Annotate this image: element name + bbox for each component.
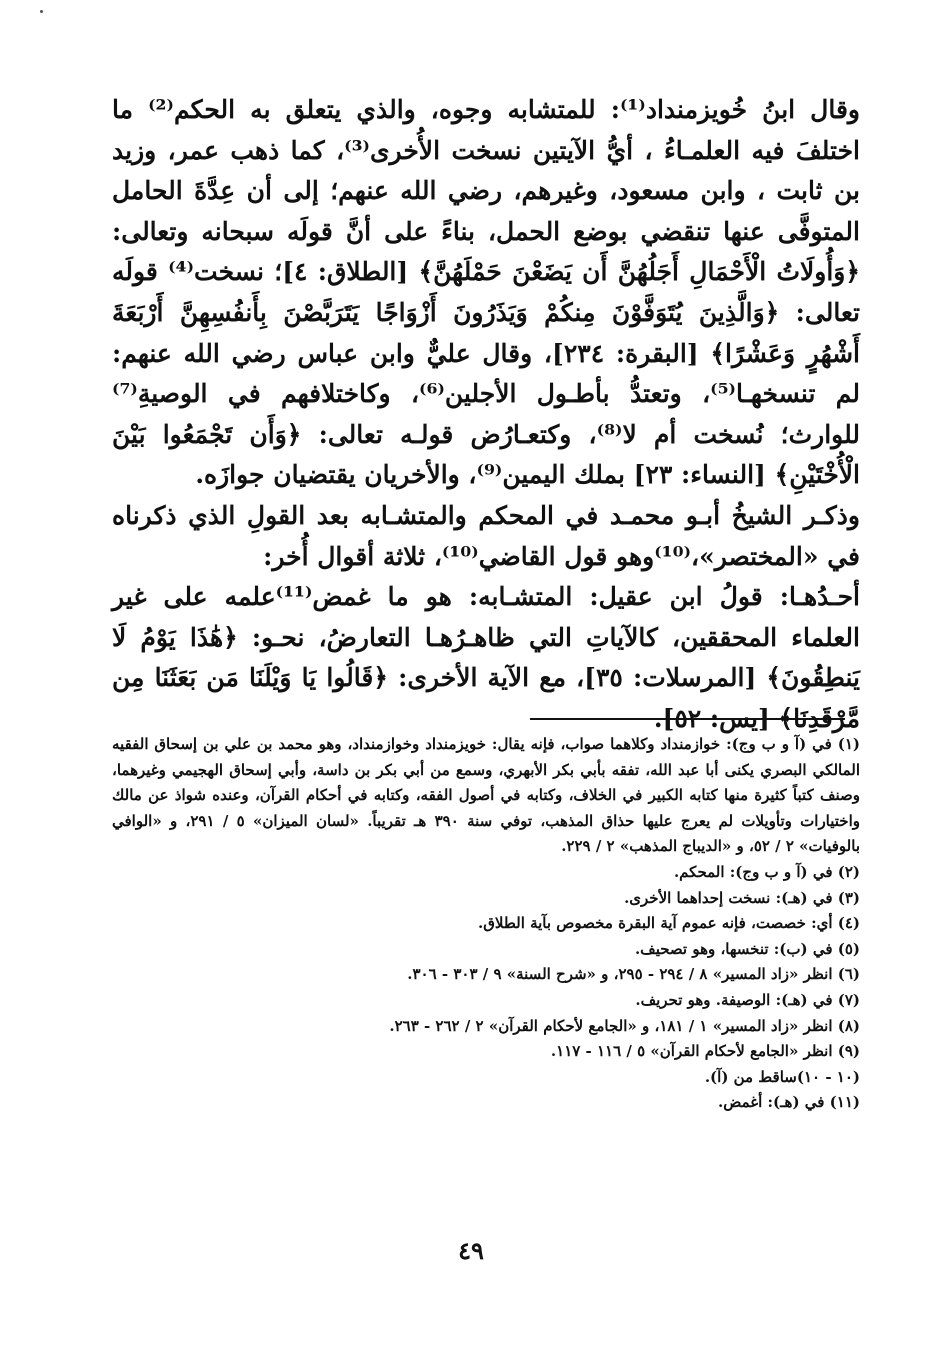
footnote-6: (٦) انظر «زاد المسير» ٨ / ٢٩٤ - ٢٩٥، و «شرح السنة» ٩ / ٣٠٣ - ٣٠٦. — [407, 965, 860, 984]
footnote-2: (٢) في (آ و ب وج): المحكم. — [673, 862, 860, 881]
main-text — [112, 90, 860, 740]
footnote-9: (٩) انظر «الجامع لأحكام القرآن» ٥ / ١١٦ - ١١٧. — [550, 1042, 860, 1061]
paragraph-2: وذكـر الشيخُ أبـو محمـد في المحكم والمتشـابه بعد القولِ الذي ذكرناه في «المختصر»،⁽¹⁰⁾وهو قول القاضي⁽¹⁰⁾، ثلاثة أقوال أُخر: — [112, 500, 860, 571]
page-number: ٤٩ — [458, 1236, 484, 1265]
scan-speck — [40, 10, 43, 13]
footnote-10: (١٠ - ١٠)ساقط من (آ). — [704, 1067, 860, 1086]
paragraph-3: أحـدُهـا: قولُ ابن عقيل: المتشـابه: هو ما غمض⁽¹¹⁾علمه على غير العلماء المحققين، كالآياتِ التي ظاهـرُهـا التعارضُ، نحـو: ﴿هَٰذَا يَوْمُ لَا يَنطِقُونَ﴾ [المرسلات: ٣٥]، مع الآية الأخرى: ﴿قَالُوا يَا وَيْلَنَا مَن بَعَثَنَا مِن مَّرْقَدِنَا﴾ [يس: ٥٢]. — [112, 582, 860, 733]
footnote-5: (٥) في (ب): تنخسها، وهو تصحيف. — [634, 939, 860, 958]
paragraph-1: وقال ابنُ خُويزمنداد⁽¹⁾: للمتشابه وجوه، والذي يتعلق به الحكم⁽²⁾ ما اختلفَ فيه العلمـاءُ ، أيُّ الآيتين نسخت الأُخرى⁽³⁾، كما ذهب عمر، وزيد بن ثابت ، وابن مسعود، وغيرهم، رضي الله عنهم؛ إلى أن عِدَّةَ الحامل المتوفَّى عنها تنقضي بوضع الحمل، بناءً على أنَّ قولَه سبحانه وتعالى: ﴿وَأُولَاتُ الْأَحْمَالِ أَجَلُهُنَّ أَن يَضَعْنَ حَمْلَهُنَّ﴾ [الطلاق: ٤]؛ نسخت⁽⁴⁾ قولَه تعالى: ﴿وَالَّذِينَ يُتَوَفَّوْنَ مِنكُمْ وَيَذَرُونَ أَزْوَاجًا يَتَرَبَّصْنَ بِأَنفُسِهِنَّ أَرْبَعَةَ أَشْهُرٍ وَعَشْرًا﴾ [البقرة: ٢٣٤]، وقال عليٌّ وابن عباس رضي الله عنهم: لم تنسخهـا⁽⁵⁾، وتعتدُّ بأطـول الأجلين⁽⁶⁾، وكاختلافهم في الوصيةِ⁽⁷⁾ للوارث؛ نُسخت أم لا⁽⁸⁾، وكتعـارُض قولـه تعالى: ﴿وَأَن تَجْمَعُوا بَيْنَ الْأُخْتَيْنِ﴾ [النساء: ٢٣] بملك اليمين⁽⁹⁾، والأخريان يقتضيان جوازَه. — [112, 95, 861, 490]
footnote-8: (٨) انظر «زاد المسير» ١ / ١٨١، و «الجامع لأحكام القرآن» ٢ / ٢٦٢ - ٢٦٣. — [389, 1016, 860, 1035]
footnote-divider — [530, 718, 845, 720]
footnote-11: (١١) في (هـ): أغمض. — [718, 1093, 860, 1112]
footnote-3: (٣) في (هـ): نسخت إحداهما الأخرى. — [624, 888, 860, 907]
footnotes — [112, 732, 860, 1116]
footnote-4: (٤) أي: خصصت، فإنه عموم آية البقرة مخصوص بآية الطلاق. — [478, 914, 860, 933]
footnote-7: (٧) في (هـ): الوصيفة. وهو تحريف. — [635, 990, 860, 1009]
footnote-1: (١) في (آ و ب وج): خوازمنداد وكلاهما صواب، فإنه يقال: خويزمنداد وخوازمنداد، وهو محمد بن علي بن إسحاق الفقيه المالكي البصري يكنى أبا عبد الله، تفقه بأبي بكر الأبهري، وسمع من أبي بكر بن داسة، وأبي إسحاق الهجيمي وغيرهما، وصنف كتباً كثيرة منها كتابه الكبير في الخلاف، وكتابه في أصول الفقه، وكتابه في أحكام القرآن، وعنده شواذ عن مالك واختيارات وتأويلات لم يعرج عليها حذاق المذهب، توفي سنة ٣٩٠ هـ تقريباً. «لسان الميزان» ٥ / ٢٩١، و «الوافي بالوفيات» ٢ / ٥٢، و «الديباج المذهب» ٢ / ٢٢٩. — [112, 735, 860, 856]
